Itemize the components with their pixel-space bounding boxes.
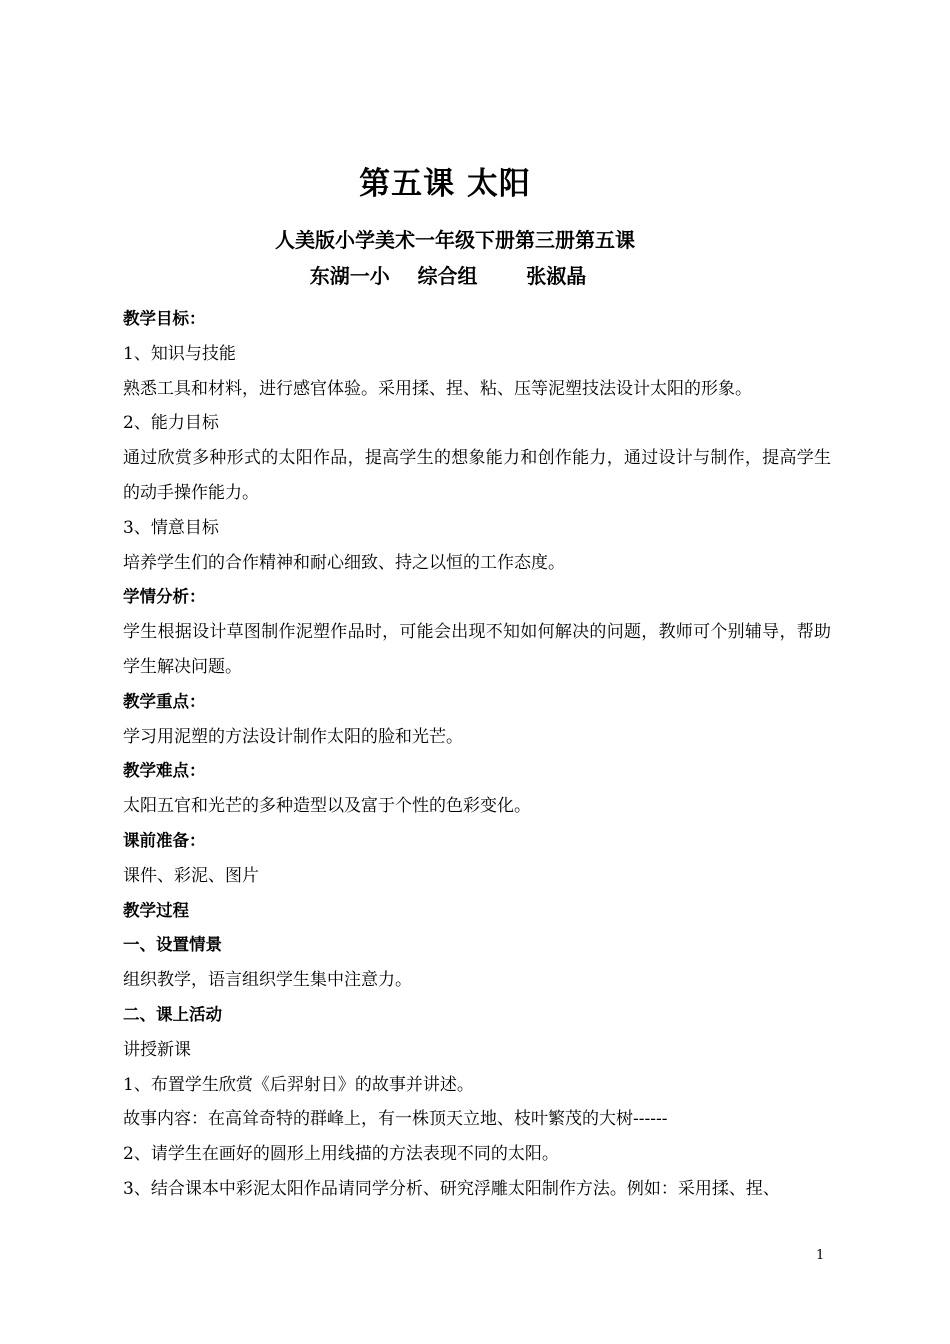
section-heading: 教学难点： bbox=[123, 761, 206, 781]
section-heading: 学情分析： bbox=[123, 587, 206, 607]
body-text-line: 课件、彩泥、图片 bbox=[123, 865, 259, 886]
document-subtitle: 人美版小学美术一年级下册第三册第五课 bbox=[275, 228, 635, 252]
body-text-line: 3、情意目标 bbox=[123, 517, 219, 538]
body-text-line: 熟悉工具和材料，进行感官体验。采用揉、捏、粘、压等泥塑技法设计太阳的形象。 bbox=[123, 378, 752, 399]
page-number: 1 bbox=[816, 1248, 825, 1263]
section-heading: 教学重点： bbox=[123, 691, 206, 711]
section-heading: 课前准备： bbox=[123, 830, 206, 850]
section-heading: 二、课上活动 bbox=[123, 1004, 222, 1024]
body-text-line: 2、请学生在画好的圆形上用线描的方法表现不同的太阳。 bbox=[123, 1144, 559, 1165]
body-text-line: 讲授新课 bbox=[123, 1039, 191, 1060]
body-text-line: 2、能力目标 bbox=[123, 413, 219, 434]
body-text-line: 故事内容：在高耸奇特的群峰上，有一株顶天立地、枝叶繁茂的大树------ bbox=[123, 1109, 668, 1130]
author-line: 东湖一小 综合组 张淑晶 bbox=[309, 264, 587, 288]
body-text-line: 通过欣赏多种形式的太阳作品，提高学生的想象能力和创作能力，通过设计与制作，提高学生的动手操作能力。 bbox=[123, 448, 831, 503]
body-text-line: 3、结合课本中彩泥太阳作品请同学分析、研究浮雕太阳制作方法。例如：采用揉、捏、 bbox=[123, 1178, 780, 1199]
body-text-line: 学习用泥塑的方法设计制作太阳的脸和光芒。 bbox=[123, 726, 463, 747]
body-text-line: 培养学生们的合作精神和耐心细致、持之以恒的工作态度。 bbox=[123, 552, 565, 573]
body-text-line: 学生根据设计草图制作泥塑作品时，可能会出现不知如何解决的问题，教师可个别辅导，帮助学生解决问题。 bbox=[123, 622, 831, 677]
body-text-line: 1、知识与技能 bbox=[123, 343, 236, 364]
document-body bbox=[123, 302, 831, 1207]
section-heading: 教学目标： bbox=[123, 309, 206, 328]
section-heading: 一、设置情景 bbox=[123, 935, 222, 955]
body-text-line: 组织教学，语言组织学生集中注意力。 bbox=[123, 970, 412, 991]
body-text-line: 太阳五官和光芒的多种造型以及富于个性的色彩变化。 bbox=[123, 796, 531, 817]
body-text-line: 1、布置学生欣赏《后羿射日》的故事并讲述。 bbox=[123, 1074, 474, 1095]
document-title: 第五课 太阳 bbox=[359, 166, 531, 202]
section-heading: 教学过程 bbox=[123, 900, 189, 920]
